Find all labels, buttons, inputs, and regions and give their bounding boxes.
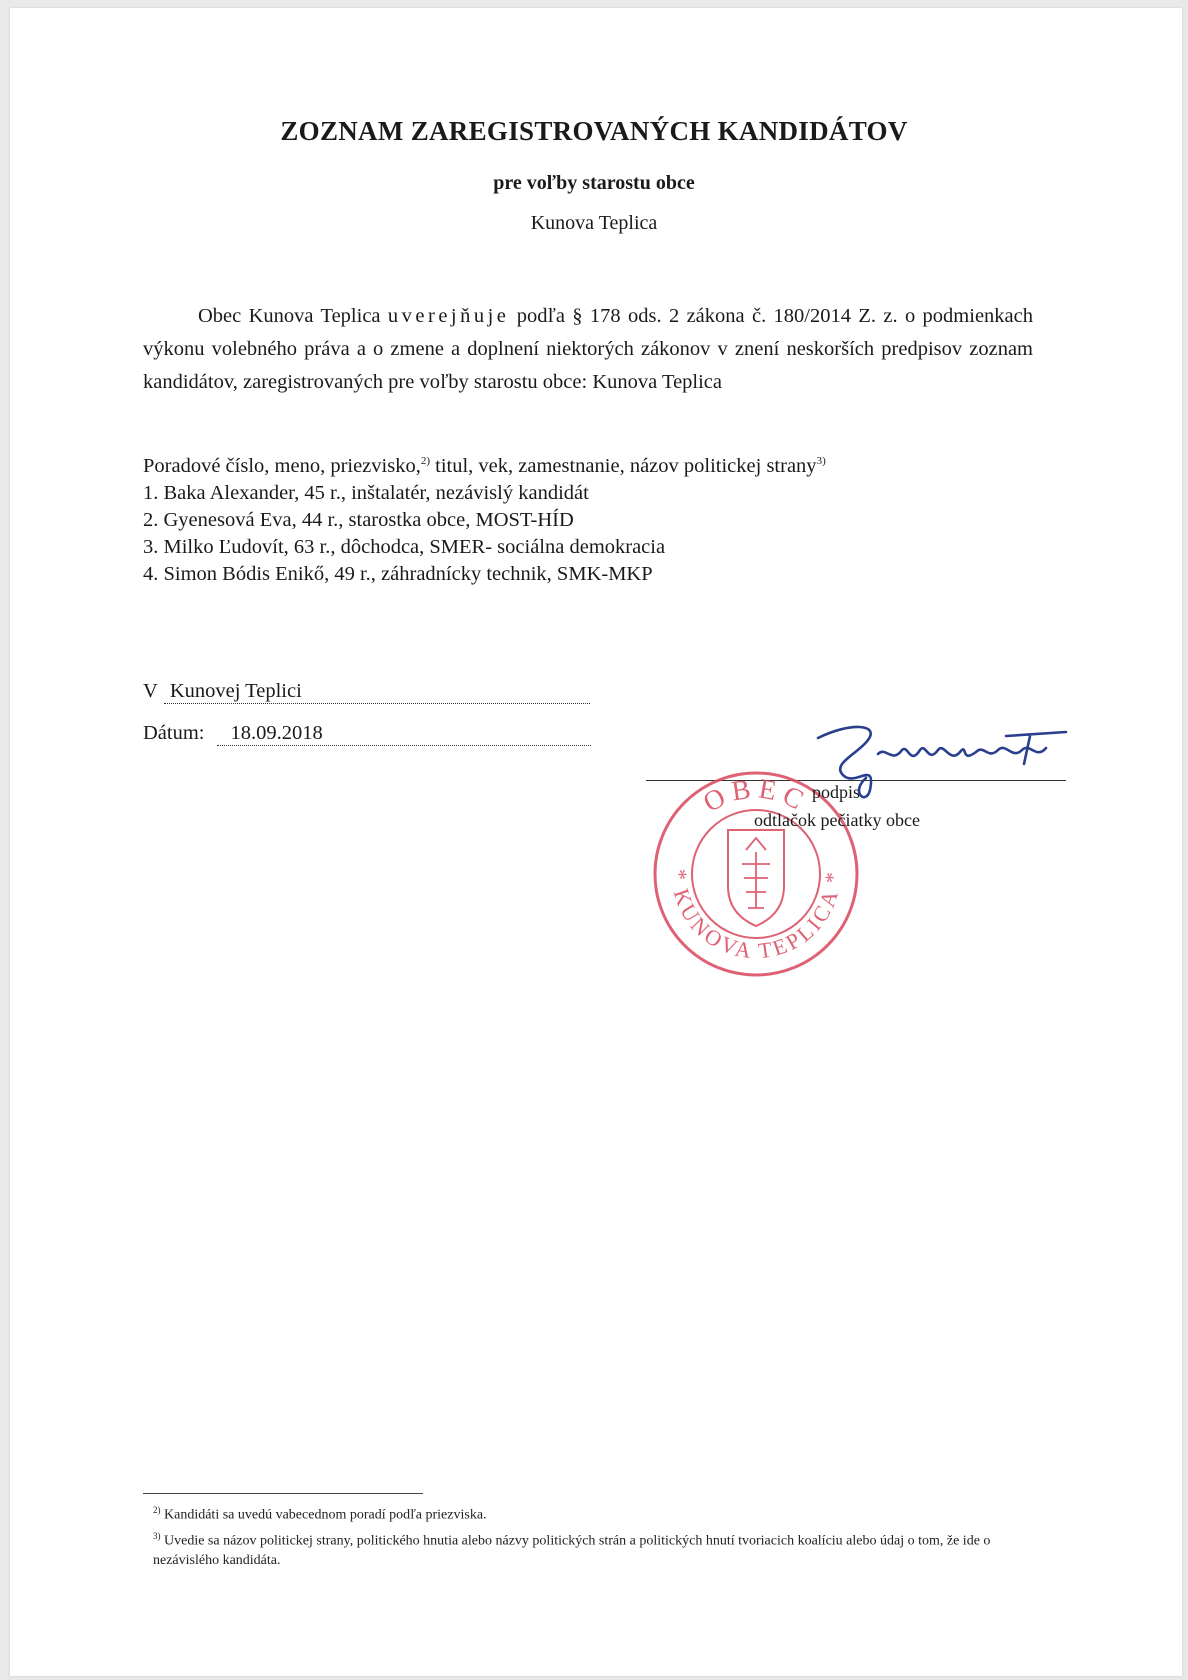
signature-label: podpis — [812, 782, 861, 802]
municipality-name: Kunova Teplica — [530, 212, 658, 234]
date-value: 18.09.2018 — [217, 722, 591, 746]
intro-spaced-word: uverejňuje — [387, 305, 510, 327]
list-header: Poradové číslo, meno, priezvisko,$^{2)}$ titul, vek, zamestnanie, názov politickej strany$^{3)}$ — [143, 454, 826, 477]
place-row — [143, 680, 590, 704]
footnote-rule — [143, 1493, 423, 1494]
footnotes — [143, 1500, 1043, 1571]
document-page — [10, 8, 1182, 1676]
date-row — [143, 722, 591, 746]
footnote-2: $^{2)}$ Kandidáti sa uvedú vabecednom poradí podľa priezviska. — [153, 1505, 487, 1523]
list-item: 4. Simon Bódis Enikő, 49 r., záhradnícky technik, SMK-MKP — [143, 562, 653, 585]
intro-rest: podľa § 178 ods. 2 zákona č. 180/2014 Z. z. o podmienkach výkonu volebného práva a o zmene a doplnení niektorých zákonov v znení neskorších predpisov zoznam kandidátov, zaregistrovaných pre voľby starostu obce: Kunova Teplica — [143, 305, 1033, 393]
date-label: Dátum: — [143, 722, 205, 744]
footnote-3: $^{3)}$ Uvedie sa názov politickej strany, politického hnutia alebo názvy politických strán a politických hnutí tvoriacich koalíciu alebo údaj o tom, že ide o nezávislého kandidáta. — [153, 1530, 991, 1569]
list-item: 3. Milko Ľudovít, 63 r., dôchodca, SMER- sociálna demokracia — [143, 535, 666, 558]
place-value: Kunovej Teplici — [164, 680, 590, 704]
candidate-list — [143, 448, 1043, 588]
list-item: 2. Gyenesová Eva, 44 r., starostka obce, MOST-HÍD — [143, 508, 574, 531]
intro-start: Obec Kunova Teplica — [198, 305, 381, 327]
place-prefix: V — [143, 680, 158, 702]
list-item: 1. Baka Alexander, 45 r., inštalatér, nezávislý kandidát — [143, 481, 589, 504]
document-title: ZOZNAM ZAREGISTROVANÝCH KANDIDÁTOV — [280, 116, 908, 146]
stamp-label: odtlačok pečiatky obce — [754, 810, 920, 830]
document-subtitle: pre voľby starostu obce — [493, 172, 695, 194]
intro-paragraph — [143, 300, 1033, 399]
stamp-text-bottom: * KUNOVA TEPLICA * — [666, 868, 846, 964]
handwritten-signature — [810, 720, 1070, 800]
stamp-text-top: OBEC — [698, 773, 814, 819]
